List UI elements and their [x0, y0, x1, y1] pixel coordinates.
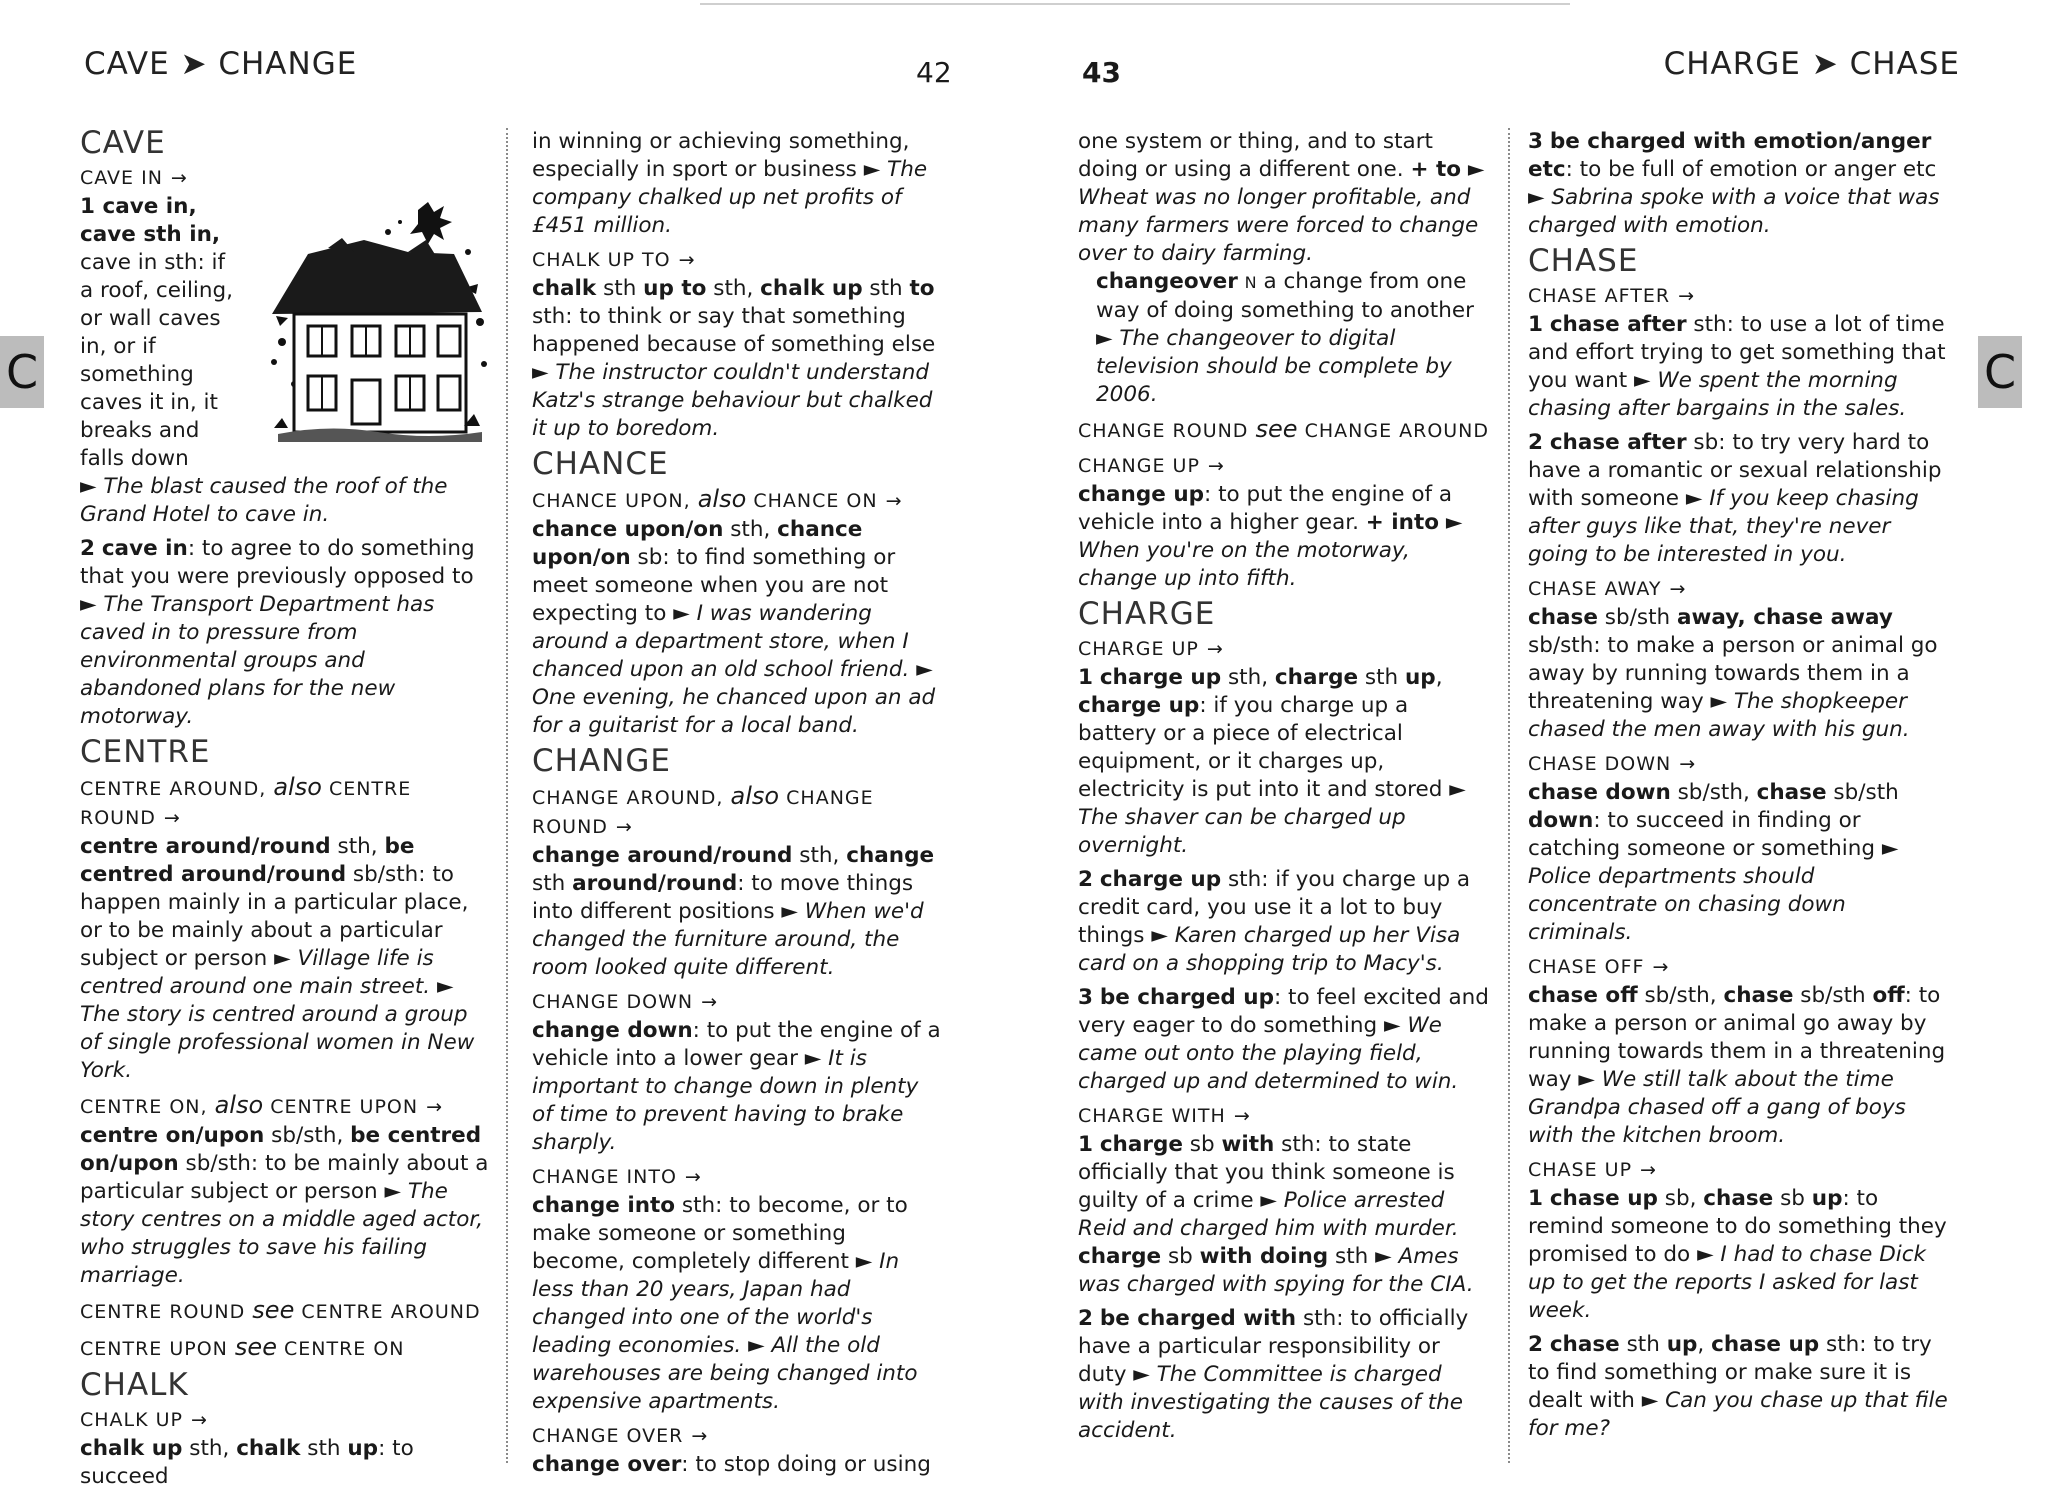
phrasal-chase-away: [1528, 575, 1950, 604]
arrow-icon: →: [1233, 1105, 1251, 1127]
sense-changeover: [1078, 268, 1490, 409]
form-text: change: [846, 843, 935, 868]
sense-charge-up-3: [1078, 984, 1490, 1096]
definition: : to put the engine of a vehicle into a lower gear: [532, 1018, 941, 1071]
subhead-label: CHASE AWAY: [1528, 578, 1662, 600]
definition: : if you charge up a battery or a piece of electrical equipment, or it charges up, electricity is put into it and stored: [1078, 693, 1450, 802]
arrow-icon: →: [615, 816, 633, 838]
form-text: be centred on/upon: [80, 1123, 482, 1176]
example: ► The Committee is charged with investigating the causes of the accident.: [1078, 1362, 1463, 1443]
phrasal-centre-around: [80, 773, 490, 833]
phrasal-change-into: [532, 1163, 942, 1192]
sense-number: 2: [1528, 430, 1543, 455]
definition: sth: to try to find something or make sure it is dealt with: [1528, 1332, 1932, 1413]
column-divider-left: [506, 128, 508, 1463]
phrasal-chase-down: [1528, 750, 1950, 779]
cross-ref-centre-upon: [80, 1333, 490, 1364]
sense-change-up: [1078, 481, 1490, 593]
example: ► Village life is centred around one main street. ► The story is centred around a group of single professional women in New York.: [80, 946, 475, 1083]
example: ► In less than 20 years, Japan had changed into one of the world's leading economies. ► All the old warehouses are being changed into expensive apartments.: [532, 1249, 918, 1414]
definition: sth: to officially have a particular responsibility or duty: [1078, 1306, 1469, 1387]
cross-ref-change-round: [1078, 415, 1490, 446]
form-text: etc: [1528, 157, 1566, 182]
arrow-icon: →: [163, 807, 181, 829]
form-text: change around/round: [532, 843, 793, 868]
definition: : to feel excited and very eager to do something: [1078, 985, 1489, 1038]
cross-ref-centre-round: [80, 1296, 490, 1327]
form-text: chase: [1756, 780, 1827, 805]
form-text: sth,: [706, 276, 761, 301]
form-text: ,: [1435, 665, 1443, 690]
example: ► The shopkeeper chased the men away with his gun.: [1528, 689, 1910, 742]
form-text: sb/sth,: [1670, 780, 1757, 805]
headword-centre: CENTRE: [80, 734, 211, 770]
definition-line: breaks and: [80, 418, 200, 443]
headword-cave: CAVE: [80, 125, 166, 161]
sense-number: 1: [1078, 665, 1093, 690]
headword-chance: CHANCE: [532, 446, 669, 482]
sense-number: 3: [1078, 985, 1093, 1010]
definition: sth: to think or say that something happened because of something else: [532, 304, 936, 357]
subhead-label: CHARGE UP: [1078, 638, 1199, 660]
form-text: chance upon/on: [532, 517, 724, 542]
subhead-label: CHALK UP: [80, 1409, 183, 1431]
thumb-tab-left: [0, 336, 44, 408]
subhead-label: CENTRE ROUND: [80, 1301, 246, 1323]
example: ► The instructor couldn't understand Katz's strange behaviour but chalked it up to boredom.: [532, 360, 933, 441]
form-text: be centred around/round: [80, 834, 415, 887]
sense-charge-up-1: [1078, 664, 1490, 860]
running-head-right: CHARGE ➤ CHASE: [1663, 46, 1960, 82]
form-text: charge: [1078, 1244, 1162, 1269]
form-text: sb/sth: [1793, 983, 1873, 1008]
thumb-letter-right: C: [1983, 345, 2017, 399]
form-text: charge up: [1099, 665, 1222, 690]
definition-line: or wall caves: [80, 306, 221, 331]
form-text: charge up: [1078, 693, 1200, 718]
arrow-icon: →: [678, 249, 696, 271]
definition: : to stop doing or using: [681, 1452, 931, 1477]
definition: sth: if you charge up a credit card, you use it a lot to buy things: [1078, 867, 1471, 948]
sense-charge-up-2: [1078, 866, 1490, 978]
definition: : to succeed: [80, 1436, 414, 1489]
column-4: [1528, 128, 1950, 1443]
definition-line: falls down: [80, 446, 189, 471]
form-text: change into: [532, 1193, 676, 1218]
form-text: changeover: [1096, 269, 1238, 294]
subhead-label: CENTRE ON,: [80, 1096, 208, 1118]
sense-chase-away: [1528, 604, 1950, 744]
subhead-label: CENTRE UPON: [80, 1338, 228, 1360]
form-text: chalk: [236, 1436, 301, 1461]
sense-chase-after-2: [1528, 429, 1950, 569]
sense-chance-upon: [532, 516, 942, 740]
part-of-speech: N: [1244, 273, 1257, 292]
form-text: chalk up: [80, 1436, 183, 1461]
form-text: up to: [643, 276, 707, 301]
subhead-label: CHANCE UPON,: [532, 490, 691, 512]
form-text: sb/sth: [346, 862, 419, 887]
example: ► When we'd changed the furniture around, the room looked quite different.: [532, 899, 924, 980]
form-text: chase after: [1549, 430, 1687, 455]
phrasal-chase-after: [1528, 282, 1950, 311]
headword-change: CHANGE: [532, 743, 671, 779]
sense-change-down: [532, 1017, 942, 1157]
definition: sb/sth: to make a person or animal go away by running towards them in a threatening way: [1528, 633, 1938, 714]
cross-ref-target: CENTRE AROUND: [301, 1301, 481, 1323]
subhead-label: CAVE IN: [80, 167, 163, 189]
form-text: chalk up: [760, 276, 863, 301]
subhead-label: CHANGE INTO: [532, 1166, 677, 1188]
subhead-label: CENTRE AROUND,: [80, 778, 267, 800]
also-label: also: [697, 485, 747, 513]
sense-chase-off: [1528, 982, 1950, 1150]
phrasal-chase-up: [1528, 1156, 1950, 1185]
phrasal-change-up: [1078, 452, 1490, 481]
subhead-label: CENTRE ROUND: [80, 778, 412, 829]
form-text: chase after: [1549, 312, 1687, 337]
form-text: up: [347, 1436, 379, 1461]
example: ► Ames was charged with spying for the CIA.: [1078, 1244, 1474, 1297]
example: ► We spent the morning chasing after bargains in the sales.: [1528, 368, 1907, 421]
form-text: sth,: [1221, 665, 1275, 690]
form-text: charge: [1274, 665, 1359, 690]
also-label: also: [214, 1091, 264, 1119]
arrow-icon: →: [1640, 1159, 1657, 1181]
example: ► It is important to change down in plenty of time to prevent having to brake sharply.: [532, 1046, 919, 1155]
see-label: see: [234, 1333, 277, 1361]
arrow-icon: →: [1678, 285, 1695, 307]
form-text: sb,: [1657, 1186, 1704, 1211]
definition: : to happen mainly in a particular place, or to be mainly about a particular subject or person: [80, 862, 469, 971]
arrow-icon: →: [426, 1096, 443, 1118]
subhead-label: CHASE UP: [1528, 1159, 1633, 1181]
form-text: sth: [532, 871, 573, 896]
sense-chase-up-2: [1528, 1331, 1950, 1443]
definition-line: caves it in, it: [80, 390, 218, 415]
form-text: away, chase away: [1676, 605, 1893, 630]
form-text: up: [1811, 1186, 1843, 1211]
sense-chase-down: [1528, 779, 1950, 947]
sense-chalk-up: [80, 1435, 490, 1491]
form-text: 1 cave in,: [80, 194, 197, 219]
form-text: charge: [1099, 1132, 1183, 1157]
definition: sth: to state officially that you think someone is guilty of a crime: [1078, 1132, 1455, 1213]
form-text: chase up: [1711, 1332, 1820, 1357]
definition: one system or thing, and to start doing or using a different one.: [1078, 129, 1433, 182]
form-text: sth: [596, 276, 644, 301]
also-label: also: [730, 782, 780, 810]
grammar-note: + to: [1410, 157, 1462, 182]
form-text: sth: [1619, 1332, 1667, 1357]
top-rule: [700, 3, 1570, 5]
arrow-icon: →: [1206, 638, 1224, 660]
running-head-left: CAVE ➤ CHANGE: [84, 46, 358, 82]
sense-centre-around: [80, 833, 490, 1085]
subhead-label: CHANGE OVER: [532, 1425, 684, 1447]
sense-charge-with-1: [1078, 1131, 1490, 1299]
arrow-icon: →: [1207, 455, 1225, 477]
cross-ref-target: CENTRE ON: [284, 1338, 405, 1360]
form-text: chase down: [1528, 780, 1671, 805]
form-text: cave sth in,: [80, 222, 221, 247]
continued-chalk-up: [532, 128, 942, 240]
example: ► Wheat was no longer profitable, and many farmers were forced to change over to dairy farming.: [1078, 157, 1485, 266]
form-text: chalk: [532, 276, 597, 301]
example: ► The company chalked up net profits of £451 million.: [532, 157, 928, 238]
example: ► The blast caused the roof of the Grand Hotel to cave in.: [80, 474, 448, 527]
example: ► If you keep chasing after guys like that, they're never going to be interested in you.: [1528, 486, 1919, 567]
example: ► We came out onto the playing field, charged up and determined to win.: [1078, 1013, 1459, 1094]
definition: in winning or achieving something, especially in sport or business: [532, 129, 910, 182]
subhead-label: CHANGE ROUND: [1078, 420, 1249, 442]
example: ► When you're on the motorway, change up into fifth.: [1078, 510, 1463, 591]
form-text: chase: [1528, 605, 1598, 630]
definition: : to move things into different positions: [532, 871, 914, 924]
definition: sb: to try very hard to have a romantic or sexual relationship with someone: [1528, 430, 1942, 511]
definition: : to put the engine of a vehicle into a higher gear.: [1078, 482, 1453, 535]
form-text: cave in: [101, 536, 188, 561]
form-text: with doing: [1199, 1244, 1329, 1269]
sense-number: 3: [1528, 129, 1543, 154]
form-text: sb/sth,: [264, 1123, 351, 1148]
sense-number: 1: [1528, 1186, 1543, 1211]
sense-charged-with-emotion: [1528, 128, 1950, 240]
form-text: change over: [532, 1452, 682, 1477]
column-3: [1078, 128, 1490, 1445]
sense-change-around: [532, 842, 942, 982]
arrow-icon: →: [885, 490, 903, 512]
definition: : to make a person or animal go away by running towards them in a threatening way: [1528, 983, 1946, 1092]
headword-chase: CHASE: [1528, 243, 1639, 279]
column-2: [532, 128, 942, 1479]
form-text: off: [1872, 983, 1905, 1008]
thumb-letter-left: C: [5, 345, 39, 399]
thumb-tab-right: [1978, 336, 2022, 408]
definition-line: a roof, ceiling,: [80, 278, 233, 303]
arrow-icon: →: [191, 1409, 208, 1431]
arrow-icon: →: [1669, 578, 1687, 600]
form-text: chance upon/on: [532, 517, 863, 570]
form-text: around/round: [572, 871, 738, 896]
form-text: chase off: [1528, 983, 1638, 1008]
definition: : to be mainly about a particular subject or person: [80, 1151, 489, 1204]
subhead-label: CHANGE DOWN: [532, 991, 694, 1013]
form-text: change up: [1078, 482, 1205, 507]
phrasal-chase-off: [1528, 953, 1950, 982]
form-text: be charged with: [1099, 1306, 1297, 1331]
sense-chalk-up-to: [532, 275, 942, 443]
phrasal-chance-upon: [532, 485, 942, 516]
see-label: see: [1255, 415, 1298, 443]
arrow-icon: →: [691, 1425, 709, 1447]
example: ► I had to chase Dick up to get the reports I asked for last week.: [1528, 1242, 1926, 1323]
arrow-icon: →: [170, 167, 188, 189]
form-text: be charged with emotion/anger: [1549, 129, 1932, 154]
also-label: also: [273, 773, 322, 801]
form-text: sth,: [330, 834, 385, 859]
form-text: sth,: [723, 517, 778, 542]
form-text: charge up: [1099, 867, 1222, 892]
sense-number: 2: [1078, 1306, 1093, 1331]
sense-chase-after-1: [1528, 311, 1950, 423]
definition: : to be full of emotion or anger etc: [1565, 157, 1937, 182]
form-text: sb: [1161, 1244, 1200, 1269]
phrasal-charge-up: [1078, 635, 1490, 664]
example: ► The changeover to digital television should be complete by 2006.: [1096, 326, 1452, 407]
example: ► The story centres on a middle aged actor, who struggles to save his failing marriage.: [80, 1179, 484, 1288]
form-text: sth,: [182, 1436, 237, 1461]
definition: : to agree to do something that you were previously opposed to: [80, 536, 475, 589]
form-text: ,: [1697, 1332, 1712, 1357]
form-text: sth: [300, 1436, 348, 1461]
form-text: sb/sth: [178, 1151, 251, 1176]
form-text: chase: [1723, 983, 1794, 1008]
definition-line: in, or if: [80, 334, 156, 359]
subhead-label: CHASE DOWN: [1528, 753, 1672, 775]
example: ► Karen charged up her Visa card on a shopping trip to Macy's.: [1078, 923, 1461, 976]
subhead-label: CHANGE UP: [1078, 455, 1200, 477]
definition-line: cave in sth: if: [80, 250, 226, 275]
arrow-icon: →: [1679, 753, 1697, 775]
form-text: down: [1528, 808, 1594, 833]
sense-number: 1: [1528, 312, 1543, 337]
sense-number: 2: [1078, 867, 1093, 892]
form-text: centre around/round: [80, 834, 331, 859]
column-divider-right: [1508, 128, 1510, 1463]
form-text: up: [1666, 1332, 1698, 1357]
form-text: sb/sth,: [1637, 983, 1724, 1008]
headword-charge: CHARGE: [1078, 596, 1216, 632]
example: ► Can you chase up that file for me?: [1528, 1388, 1948, 1441]
page-number-left: 42: [916, 56, 952, 89]
sense-centre-on: [80, 1122, 490, 1290]
example: ► Sabrina spoke with a voice that was charged with emotion.: [1528, 185, 1940, 238]
sense-cave-in-1: [80, 193, 270, 473]
example: ► The shaver can be charged up overnight.: [1078, 777, 1466, 858]
grammar-note: + into: [1365, 510, 1440, 535]
form-text: up: [1404, 665, 1436, 690]
sense-charge-with-2: [1078, 1305, 1490, 1445]
sense-number: 1: [1078, 1132, 1093, 1157]
page-number-right: 43: [1082, 56, 1121, 89]
phrasal-cave-in: [80, 164, 490, 193]
example: ► I was wandering around a department store, when I chanced upon an old school friend. ► One evening, he chanced upon an ad for a guitarist for a local band.: [532, 601, 936, 738]
arrow-icon: →: [684, 1166, 702, 1188]
subhead-label: CHARGE WITH: [1078, 1105, 1226, 1127]
subhead-label: CENTRE UPON: [270, 1096, 419, 1118]
form-text: chase: [1703, 1186, 1774, 1211]
form-text: sb: [1182, 1132, 1222, 1157]
subhead-label: CHASE AFTER: [1528, 285, 1671, 307]
example: ► Police departments should concentrate on chasing down criminals.: [1528, 836, 1899, 945]
form-text: to: [909, 276, 935, 301]
subhead-label: CHALK UP TO: [532, 249, 671, 271]
sense-chase-up-1: [1528, 1185, 1950, 1325]
definition: sb: to find something or meet someone when you are not expecting to: [532, 545, 896, 626]
form-text: sb/sth: [1826, 780, 1899, 805]
form-text: change down: [532, 1018, 693, 1043]
definition: : to remind someone to do something they promised to do: [1528, 1186, 1947, 1267]
definition: sth: to use a lot of time and effort trying to get something that you want: [1528, 312, 1946, 393]
sense-number: 2: [1528, 1332, 1543, 1357]
subhead-label: CHANCE ON: [753, 490, 878, 512]
definition-line: something: [80, 362, 194, 387]
phrasal-chalk-up: [80, 1406, 490, 1435]
definition: a change from one way of doing something to another: [1096, 269, 1474, 323]
phrasal-change-over: [532, 1422, 942, 1451]
see-label: see: [252, 1296, 295, 1324]
form-text: chase up: [1549, 1186, 1658, 1211]
sense-number: 2: [80, 536, 95, 561]
form-text: sth: [862, 276, 910, 301]
phrasal-chalk-up-to: [532, 246, 942, 275]
arrow-icon: →: [1652, 956, 1670, 978]
sense-cave-in-2: [80, 535, 490, 731]
phrasal-change-down: [532, 988, 942, 1017]
form-text: centre on/upon: [80, 1123, 265, 1148]
headword-chalk: CHALK: [80, 1367, 189, 1403]
form-text: sth: [1358, 665, 1405, 690]
form-text: be charged up: [1099, 985, 1274, 1010]
phrasal-charge-with: [1078, 1102, 1490, 1131]
definition: : to succeed in finding or catching someone or something: [1528, 808, 1882, 861]
subhead-label: CHANGE ROUND: [532, 787, 874, 838]
form-text: sth: [1328, 1244, 1376, 1269]
example: ► The Transport Department has caved in to pressure from environmental groups and abandoned plans for the new motorway.: [80, 592, 435, 729]
sense-change-into: [532, 1192, 942, 1416]
form-text: chase: [1549, 1332, 1620, 1357]
subhead-label: CHANGE AROUND,: [532, 787, 724, 809]
definition: sth: to become, or to make someone or something become, completely different: [532, 1193, 908, 1274]
cross-ref-target: CHANGE AROUND: [1304, 420, 1490, 442]
example: ► We still talk about the time Grandpa chased off a gang of boys with the kitchen broom.: [1528, 1067, 1906, 1148]
form-text: with: [1221, 1132, 1275, 1157]
continued-change-over: [1078, 128, 1490, 268]
phrasal-centre-on: [80, 1091, 490, 1122]
phrasal-change-around: [532, 782, 942, 842]
form-text: sb/sth: [1597, 605, 1677, 630]
form-text: sb: [1773, 1186, 1812, 1211]
form-text: sth,: [792, 843, 847, 868]
column-1: [80, 122, 490, 1491]
arrow-icon: →: [701, 991, 719, 1013]
example: ► Police arrested Reid and charged him with murder.: [1078, 1188, 1459, 1241]
subhead-label: CHASE OFF: [1528, 956, 1645, 978]
